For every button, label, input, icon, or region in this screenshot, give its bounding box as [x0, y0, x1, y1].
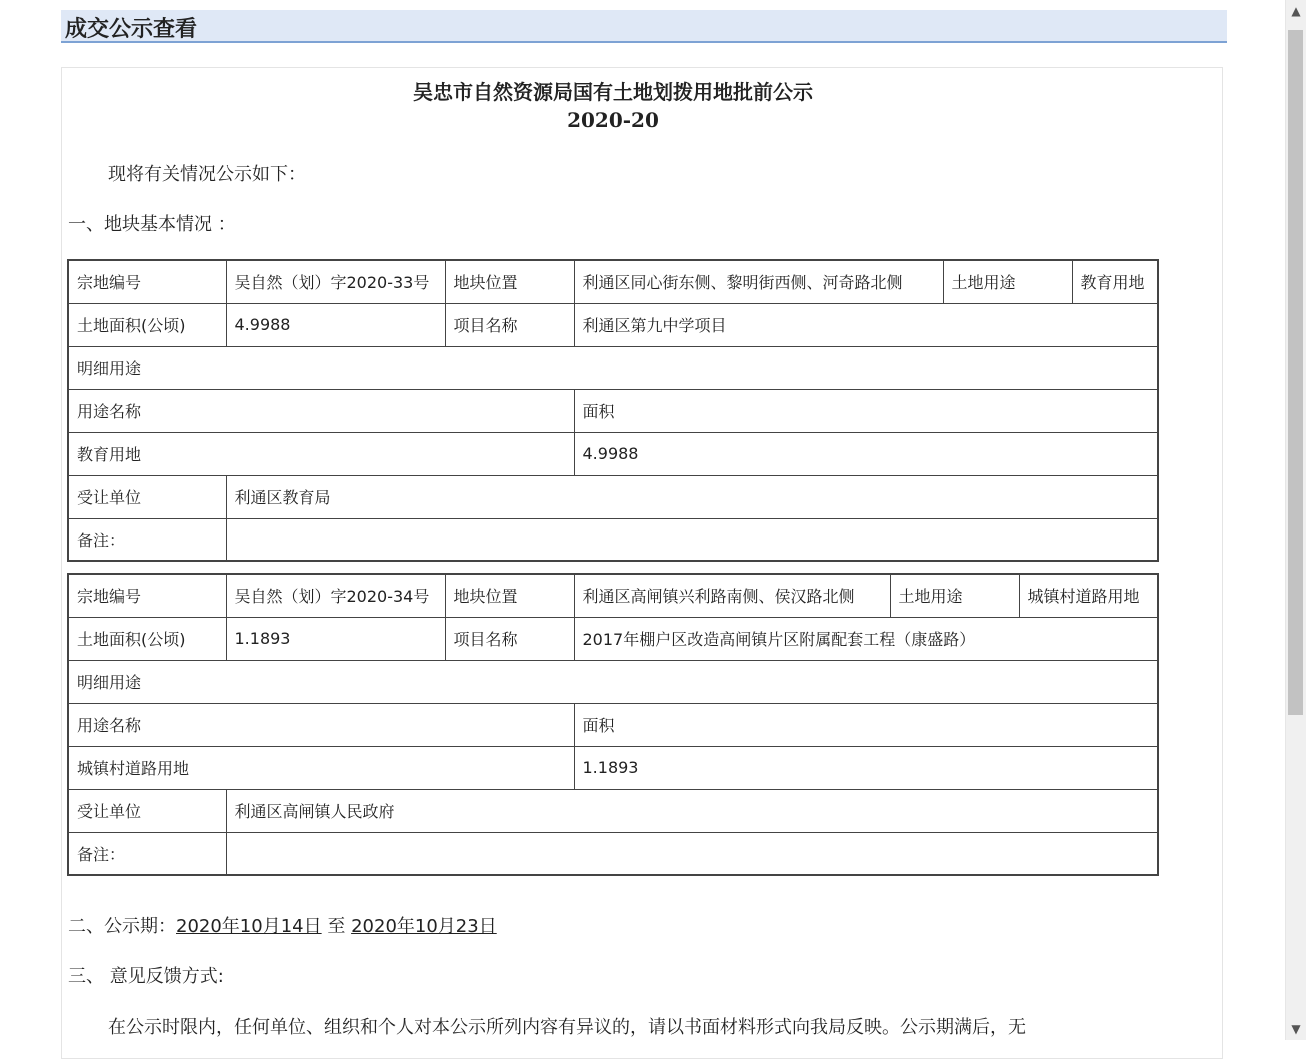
table-row [68, 346, 1158, 389]
area-label: 土地面积(公顷) [68, 617, 226, 660]
area-value: 4.9988 [226, 303, 445, 346]
page-header-bar [61, 10, 1227, 43]
scroll-thumb[interactable] [1288, 30, 1303, 715]
parcel-no-value: 吴自然（划）字2020-34号 [226, 574, 445, 617]
document-title: 吴忠市自然资源局国有土地划拨用地批前公示 [413, 80, 813, 104]
table-row [68, 432, 1158, 475]
use-name-value: 教育用地 [68, 432, 574, 475]
scroll-up-icon[interactable]: ▲ [1291, 4, 1301, 18]
use-area-header: 面积 [574, 703, 1158, 746]
area-value: 1.1893 [226, 617, 445, 660]
section1-heading: 一、地块基本情况 ： [68, 214, 236, 235]
remark-label: 备注： [68, 832, 226, 875]
land-use-value: 城镇村道路用地 [1019, 574, 1158, 617]
table-row [68, 475, 1158, 518]
table-row [68, 260, 1158, 303]
location-value: 利通区高闸镇兴利路南侧、侯汉路北侧 [574, 574, 890, 617]
table-row [68, 389, 1158, 432]
location-label: 地块位置 [445, 260, 574, 303]
detail-use-label: 明细用途 [68, 660, 1158, 703]
detail-use-label: 明细用途 [68, 346, 1158, 389]
location-label: 地块位置 [445, 574, 574, 617]
period-end-date[interactable]: 2020年10月23日 [351, 916, 497, 937]
section2-prefix: 二、公示期： [68, 916, 176, 937]
table-row [68, 703, 1158, 746]
use-name-header: 用途名称 [68, 389, 574, 432]
project-value: 2017年棚户区改造高闸镇片区附属配套工程（康盛路） [574, 617, 1158, 660]
assignee-label: 受让单位 [68, 475, 226, 518]
intro-text: 现将有关情况公示如下： [108, 164, 306, 185]
table-row [68, 617, 1158, 660]
parcel-no-label: 宗地编号 [68, 574, 226, 617]
assignee-value: 利通区高闸镇人民政府 [226, 789, 1158, 832]
feedback-text: 在公示时限内，任何单位、组织和个人对本公示所列内容有异议的，请以书面材料形式向我局反映。公示期满后，无 [108, 1017, 1026, 1038]
parcel-no-value: 吴自然（划）字2020-33号 [226, 260, 445, 303]
period-start-date[interactable]: 2020年10月14日 [176, 916, 322, 937]
assignee-label: 受让单位 [68, 789, 226, 832]
document-number: 2020-20 [567, 108, 659, 132]
scroll-down-icon[interactable]: ▼ [1291, 1022, 1301, 1036]
vertical-scrollbar[interactable] [1285, 0, 1306, 1040]
use-area-value: 1.1893 [574, 746, 1158, 789]
assignee-value: 利通区教育局 [226, 475, 1158, 518]
use-name-value: 城镇村道路用地 [68, 746, 574, 789]
remark-label: 备注： [68, 518, 226, 561]
section3-heading: 三、 意见反馈方式: [68, 966, 224, 987]
project-label: 项目名称 [445, 617, 574, 660]
page-header-title: 成交公示查看 [65, 16, 198, 42]
project-value: 利通区第九中学项目 [574, 303, 1158, 346]
land-use-label: 土地用途 [890, 574, 1019, 617]
table-row [68, 303, 1158, 346]
table-row [68, 832, 1158, 875]
land-use-label: 土地用途 [943, 260, 1072, 303]
remark-value [226, 518, 1158, 561]
area-label: 土地面积(公顷) [68, 303, 226, 346]
table-row [68, 746, 1158, 789]
use-area-value: 4.9988 [574, 432, 1158, 475]
table-row [68, 660, 1158, 703]
section2-period [68, 912, 497, 938]
table-row [68, 789, 1158, 832]
use-area-header: 面积 [574, 389, 1158, 432]
location-value: 利通区同心街东侧、黎明街西侧、河奇路北侧 [574, 260, 943, 303]
table-row [68, 574, 1158, 617]
project-label: 项目名称 [445, 303, 574, 346]
remark-value [226, 832, 1158, 875]
use-name-header: 用途名称 [68, 703, 574, 746]
period-separator: 至 [327, 916, 346, 937]
land-use-value: 教育用地 [1072, 260, 1158, 303]
parcel-table-2 [67, 573, 1159, 876]
parcel-no-label: 宗地编号 [68, 260, 226, 303]
parcel-table-1 [67, 259, 1159, 562]
table-row [68, 518, 1158, 561]
